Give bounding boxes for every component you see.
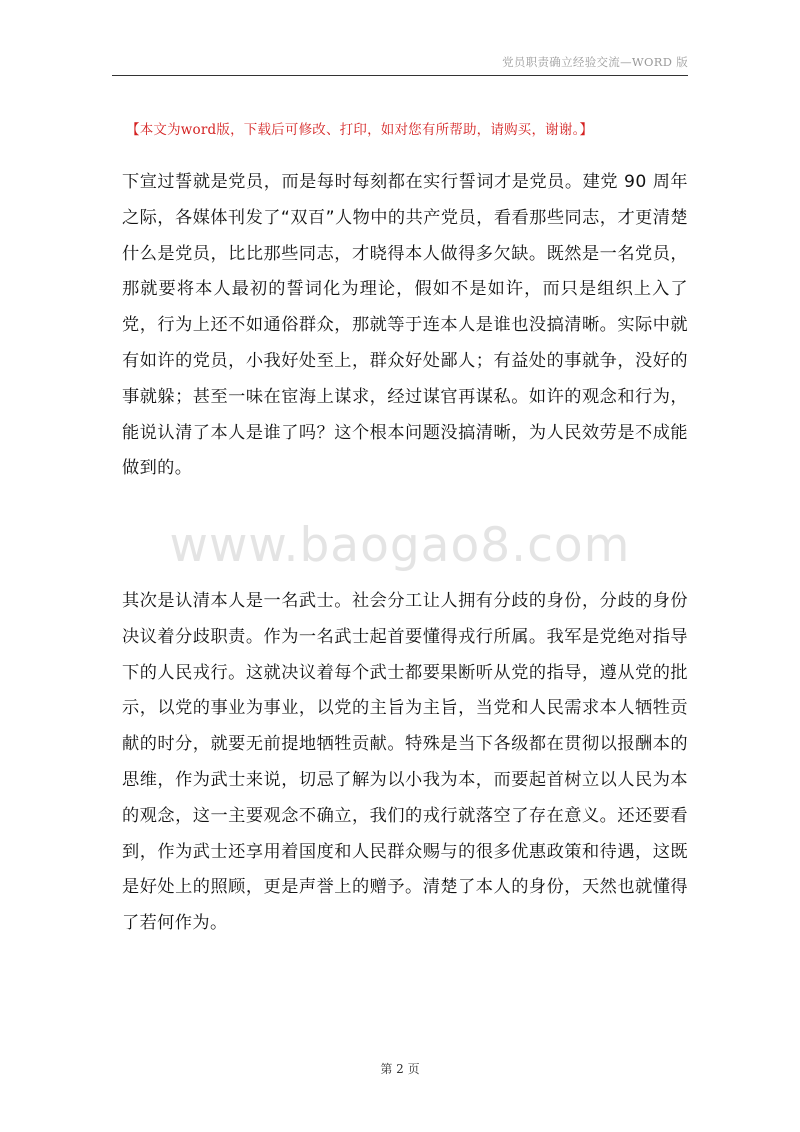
page-number: 第 2 页 [380, 1062, 420, 1076]
download-notice: 【本文为word版，下载后可修改、打印，如对您有所帮助，请购买，谢谢。】 [126, 122, 594, 138]
header-divider [112, 75, 688, 76]
site-watermark: www.baogao8.com [169, 518, 631, 573]
body-paragraph-2: 其次是认清本人是一名武士。社会分工让人拥有分歧的身份，分歧的身份决议着分歧职责。作为一名武士起首要懂得戎行所属。我军是党绝对指导下的人民戎行。这就决议着每个武士都要果断听从党的指导，遵从党的批示，以党的事业为事业，以党的主旨为主旨，当党和人民需求本人牺牲贡献的时分，就要无前提地牺牲贡献。特殊是当下各级都在贯彻以报酬本的思维，作为武士来说，切忌了解为以小我为本，而要起首树立以人民为本的观念，这一主要观念不确立，我们的戎行就落空了存在意义。还还要看到，作为武士还享用着国度和人民群众赐与的很多优惠政策和待遇，这既是好处上的照顾，更是声誉上的赠予。清楚了本人的身份，天然也就懂得了若何作为。 [122, 591, 688, 934]
document-header-title: 党员职责确立经验交流—WORD 版 [502, 55, 688, 69]
body-paragraph-1: 下宣过誓就是党员，而是每时每刻都在实行誓词才是党员。建党 90 周年之际，各媒体刊发了“双百”人物中的共产党员，看看那些同志，才更清楚什么是党员，比比那些同志，才晓得本人做得多欠缺。既然是一名党员，那就要将本人最初的誓词化为理论，假如不是如许，而只是组织上入了党，行为上还不如通俗群众，那就等于连本人是谁也没搞清晰。实际中就有如许的党员，小我好处至上，群众好处鄙人；有益处的事就争，没好的事就躲；甚至一味在宦海上谋求，经过谋官再谋私。如许的观念和行为，能说认清了本人是谁了吗？这个根本问题没搞清晰，为人民效劳是不成能做到的。 [122, 172, 688, 479]
